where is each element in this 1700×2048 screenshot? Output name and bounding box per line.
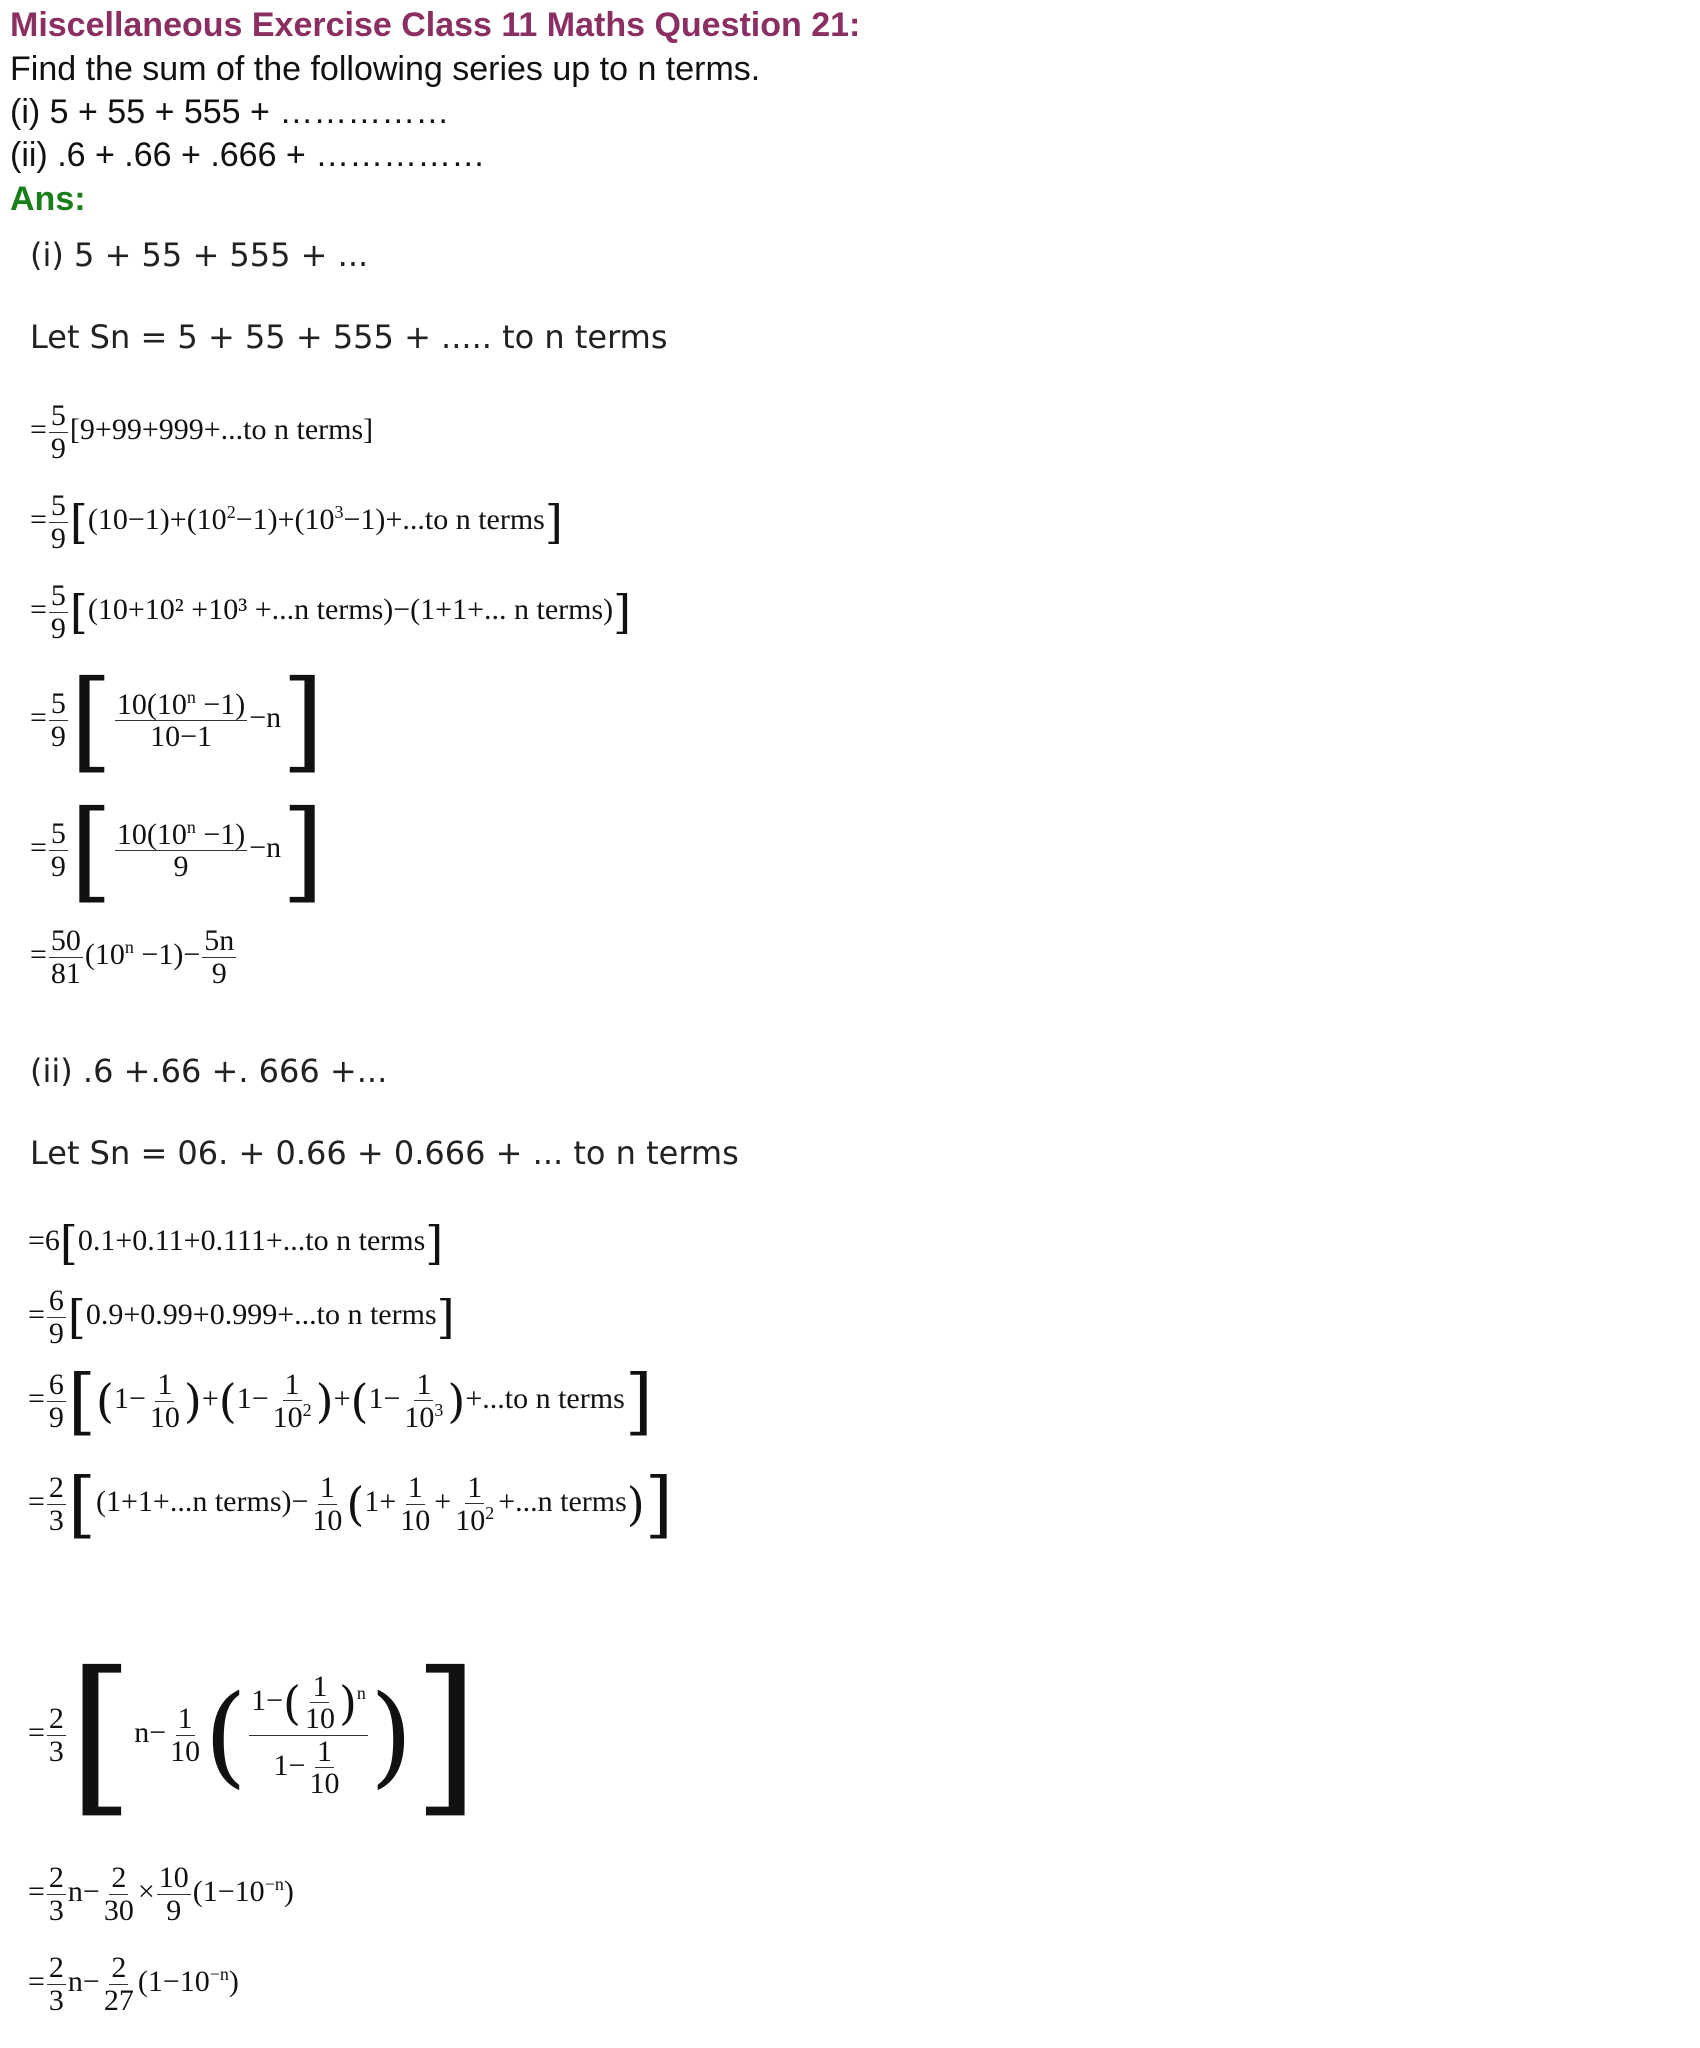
part-ii-let: Let Sn = 06. + 0.66 + 0.666 + ... to n terms — [30, 1134, 739, 1172]
part-ii-step-4-tail: +...n terms — [498, 1484, 627, 1518]
part-ii-step-3: = $\frac{6}{9}$ [(1− $\frac{1}{10}$ )+(1− $\frac{1}{10^2}$ )+(1− $\frac{1}{10^3}$ )+...to n terms] — [28, 1359, 653, 1443]
part-ii-step-4-a: (1+1+...n terms) — [96, 1484, 292, 1518]
part-i-let: Let Sn = 5 + 55 + 555 + ..... to n terms — [30, 318, 668, 356]
part-ii-heading: (ii) .6 +.66 +. 666 +... — [30, 1052, 388, 1090]
part-ii-step-1: =6[0.1+0.11+0.111+...to n terms] — [28, 1216, 444, 1270]
part-ii-step-4: = $\frac{2}{3}$ [(1+1+...n terms)− $\frac{1}{10}$ (1+ $\frac{1}{10}$ + $\frac{1}{10^2}$ +...n terms)] — [28, 1462, 673, 1546]
question-title: Miscellaneous Exercise Class 11 Maths Question 21: — [10, 6, 861, 44]
part-ii-step-1-body: 0.1+0.11+0.111+...to n terms — [77, 1223, 426, 1257]
part-i-heading: (i) 5 + 55 + 555 + ... — [30, 236, 369, 274]
part-i-step-2: = $\frac{5}{9}$ [$(10-1)+(10^2-1)+(10^3-1)+...to$ n terms] — [30, 489, 563, 555]
part-ii-result: = $\frac{2}{3}$ n− $\frac{2}{27}$ $(1-10^{-n})$ — [28, 1951, 239, 2017]
question-part-ii: (ii) .6 + .66 + .666 + …………… — [10, 136, 486, 174]
part-i-step-4: = $\frac{5}{9}$ [ $\frac{10(10^n -1)}{10-1}$ −n] — [30, 656, 325, 784]
part-i-step-1-bracket: [9+99+999+...to n terms] — [69, 412, 374, 446]
part-i-step-3: = $\frac{5}{9}$ [(10+10² +10³ +...n terms)−(1+1+... n terms)] — [30, 579, 632, 645]
part-ii-step-3-tail: +...to n terms — [465, 1381, 625, 1415]
part-i-result: = $\frac{50}{81}$ $(10^n -1)-$ $\frac{5n}{9}$ — [30, 924, 235, 990]
part-ii-step-5: = $\frac{2}{3}$ [n− $\frac{1}{10}$ ( 1−( $\frac{1}{10}$ )$^n$ 1− $\frac{1}{10}$ )] — [28, 1636, 480, 1834]
part-ii-step-6: = $\frac{2}{3}$ n− $\frac{2}{30}$ × $\frac{10}{9}$ $(1-10^{-n})$ — [28, 1861, 294, 1927]
part-i-step-1: = $\frac{5}{9}$ [9+99+999+...to n terms] — [30, 399, 374, 465]
answer-label: Ans: — [10, 180, 86, 218]
question-part-i: (i) 5 + 55 + 555 + …………… — [10, 93, 450, 131]
part-i-step-5: = $\frac{5}{9}$ [ $\frac{10(10^n -1)}{9}$ −n] — [30, 786, 325, 914]
question-text: Find the sum of the following series up to n terms. — [10, 50, 761, 88]
part-ii-step-2: = $\frac{6}{9}$ [0.9+0.99+0.999+...to n terms] — [28, 1284, 455, 1350]
part-ii-step-2-body: 0.9+0.99+0.999+...to n terms — [85, 1297, 437, 1331]
part-i-step-3-body: (10+10² +10³ +...n terms)−(1+1+... n terms) — [87, 592, 614, 626]
part-i-step-2-tail: +...to n terms — [385, 502, 545, 536]
